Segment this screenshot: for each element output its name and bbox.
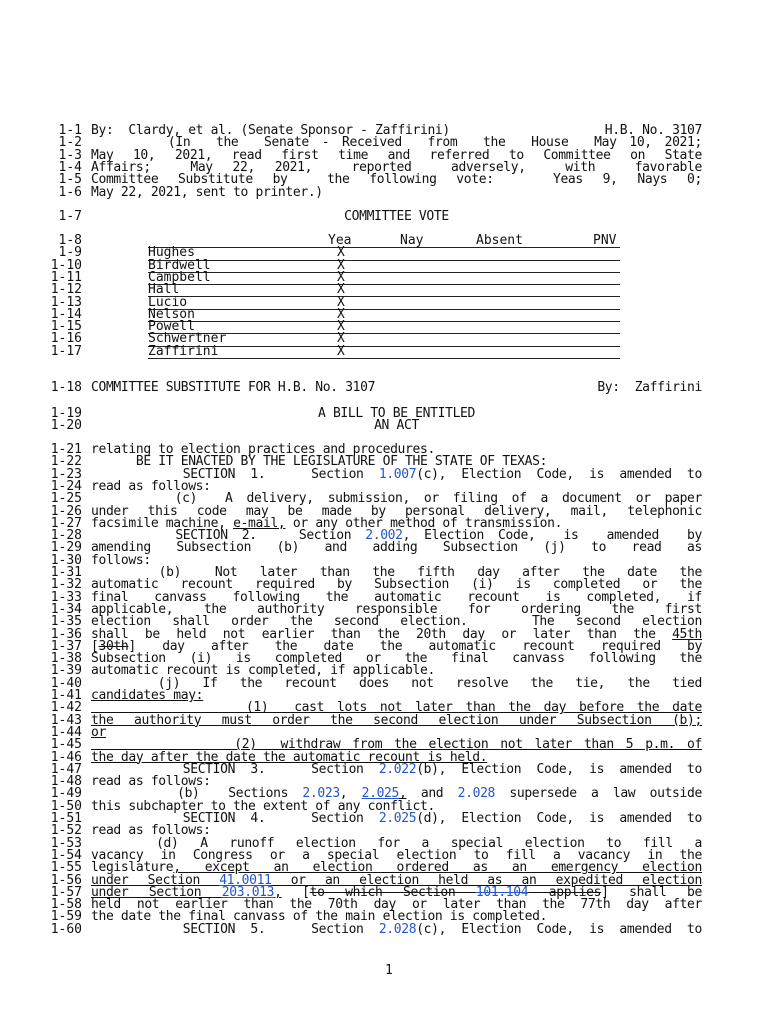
text-run: automatic recount is completed, if applicable.	[91, 663, 435, 679]
line-number: 1-28	[50, 528, 82, 544]
text-run: SECTION 5. Section	[91, 921, 379, 937]
text-run: facsimile machine,	[91, 515, 234, 531]
senator-name: Zaffirini	[148, 343, 219, 359]
page-number: 1	[385, 963, 393, 978]
text-run: By: Clardy, et al. (Senate Sponsor - Zaffirini)	[91, 123, 450, 138]
line-number: 1-1	[58, 123, 82, 138]
vote-table-header	[148, 235, 620, 248]
senator-name: Birdwell	[148, 257, 211, 273]
senator-name: Schwertner	[148, 331, 227, 347]
text-run: applicable, the authority responsible for ordering the first	[91, 601, 702, 617]
text-run: the date the final canvass of the main election is completed.	[91, 909, 548, 925]
line-number: 1-55	[50, 860, 82, 876]
line-number: 1-51	[50, 811, 82, 826]
text-run: ,	[399, 786, 407, 802]
yea-mark: X	[337, 294, 345, 310]
line-number: 1-46	[50, 749, 82, 765]
line-number: 1-33	[50, 589, 82, 605]
vote-row	[148, 269, 620, 285]
vote-row	[148, 343, 620, 359]
line-number: 1-5	[58, 172, 82, 188]
body-line	[91, 712, 702, 728]
line-number: 1-23	[50, 466, 82, 482]
line-number: 1-7	[58, 209, 82, 224]
text-run: applies	[528, 884, 602, 900]
text-run: 30th	[98, 638, 129, 654]
line-number: 1-11	[50, 269, 82, 285]
text-run: vacancy in Congress or a special election to fill a vacancy in the	[91, 847, 702, 863]
line-number: 1-59	[50, 909, 82, 925]
vote-row	[148, 257, 620, 273]
text-run: follows:	[91, 552, 151, 568]
text-run: (b) Sections	[91, 786, 303, 802]
senator-name: Hall	[148, 282, 180, 298]
line-number: 1-49	[50, 786, 82, 802]
vote-row	[148, 306, 620, 322]
line-number: 1-4	[58, 159, 82, 175]
text-run: read as follows:	[91, 774, 211, 790]
bill-number: H.B. No. 3107	[604, 123, 702, 138]
yea-mark: X	[337, 306, 345, 322]
committee-vote-title: COMMITTEE VOTE	[344, 209, 449, 224]
line-number: 1-40	[50, 675, 82, 691]
vote-column-header: Absent	[476, 233, 523, 248]
line-number: 1-25	[50, 491, 82, 507]
text-run: amending Subsection (b) and adding Subsection (j) to read as	[91, 540, 702, 556]
line-number: 1-12	[50, 282, 82, 298]
line-number: 1-43	[50, 712, 82, 728]
line-number: 1-6	[58, 184, 82, 200]
line-number: 1-26	[50, 503, 82, 519]
line-number: 1-2	[58, 135, 82, 151]
line-number: 1-52	[50, 823, 82, 839]
line-number: 1-44	[50, 724, 82, 740]
header-line: Committee Substitute by the following vote: Yeas 9, Nays 0;	[91, 172, 702, 188]
line-number: 1-56	[50, 872, 82, 888]
text-run: read as follows:	[91, 823, 211, 839]
text-run: (2) withdraw from the election not later than 5 p.m. of	[91, 737, 702, 753]
text-run: ,	[274, 884, 282, 900]
line-number: 1-22	[50, 454, 82, 470]
vote-row	[148, 284, 620, 297]
vote-column-header: Yea	[328, 233, 352, 248]
text-run: automatic recount required by Subsection (i) is completed or the	[91, 577, 702, 593]
text-run: SECTION 1. Section	[91, 466, 379, 482]
vote-row	[148, 247, 620, 260]
substitute-line	[91, 382, 702, 394]
senator-name: Campbell	[148, 269, 211, 285]
line-number: 1-16	[50, 331, 82, 347]
bill-title: A BILL TO BE ENTITLED	[317, 406, 475, 421]
line-number: 1-48	[50, 774, 82, 790]
text-run: (b), Election Code, is amended to	[416, 761, 702, 777]
line-number: 1-45	[50, 737, 82, 753]
header-line: May 10, 2021, read first time and referred to Committee on State	[91, 147, 702, 163]
text-run: (c), Election Code, is amended to	[416, 466, 702, 482]
text-run: or any other method of transmission.	[285, 515, 563, 531]
text-run: ] day after the date the automatic recount required by	[128, 638, 702, 654]
yea-mark: X	[337, 257, 345, 273]
line-number: 1-54	[50, 847, 82, 863]
line-number: 1-29	[50, 540, 82, 556]
line-number: 1-32	[50, 577, 82, 593]
header-line: (In the Senate - Received from the House May 10, 2021;	[91, 135, 702, 151]
line-number: 1-17	[50, 343, 82, 359]
text-run: or	[91, 724, 106, 740]
text-run: (d) A runoff election for a special election to fill a	[91, 835, 702, 851]
text-run: and	[406, 786, 458, 802]
line-number: 1-37	[50, 638, 82, 654]
text-run: [	[281, 884, 310, 900]
line-number: 1-57	[50, 884, 82, 900]
text-run: (b) Not later than the fifth day after the date the	[91, 565, 702, 580]
senator-name: Nelson	[148, 306, 195, 322]
body-line	[91, 542, 702, 554]
body-line	[91, 921, 702, 937]
vote-row	[148, 294, 620, 310]
text-run: [	[91, 638, 99, 654]
line-number: 1-60	[50, 921, 82, 937]
text-run: relating to election practices and procedures.	[91, 442, 435, 457]
text-run: , except an election ordered as an emergency election	[173, 860, 702, 876]
text-run: Subsection (i) is completed or the final canvass following the	[91, 651, 702, 667]
text-run: (c), Election Code, is amended to	[416, 921, 702, 937]
senator-name: Lucio	[148, 294, 188, 310]
text-run: legislature	[91, 860, 174, 876]
text-run: this subchapter to the extent of any conflict.	[91, 798, 435, 814]
text-run: to which Section	[309, 884, 476, 900]
line-number: 1-47	[50, 761, 82, 777]
yea-mark: X	[337, 282, 345, 298]
line-number: 1-30	[50, 552, 82, 568]
line-number: 1-9	[58, 245, 82, 261]
text-run: SECTION 4. Section	[91, 811, 379, 826]
text-run: under this code may be made by personal delivery, mail, telephonic	[91, 503, 702, 519]
line-number: 1-36	[50, 626, 82, 642]
yea-mark: X	[337, 269, 345, 285]
senator-name: Powell	[148, 319, 195, 335]
section-link[interactable]: 1.007	[378, 466, 417, 482]
vote-row	[148, 333, 620, 346]
text-run: the day after the date the automatic recount is held.	[91, 749, 488, 765]
line-number: 1-15	[50, 319, 82, 335]
line-number: 1-19	[50, 406, 82, 421]
substitute-sponsor: By: Zaffirini	[597, 380, 702, 395]
line-number: 1-10	[50, 257, 82, 273]
line-number: 1-24	[50, 478, 82, 494]
line-number: 1-27	[50, 515, 82, 531]
text-run: candidates may:	[91, 688, 204, 703]
vote-column-header: PNV	[593, 233, 617, 248]
text-run: read as follows:	[91, 478, 211, 494]
line-number: 1-39	[50, 663, 82, 679]
text-run: e-mail,	[233, 515, 286, 531]
text-run: held not earlier than the 70th day or later than the 77th day after	[91, 897, 702, 913]
text-run: SECTION 3. Section	[91, 761, 379, 777]
line-number: 1-58	[50, 897, 82, 913]
section-link[interactable]: 2.025	[378, 811, 417, 826]
text-run: COMMITTEE SUBSTITUTE FOR H.B. No. 3107	[91, 380, 376, 395]
section-link[interactable]: 2.025	[361, 786, 400, 802]
section-link[interactable]: 2.028	[378, 921, 417, 937]
line-number: 1-53	[50, 835, 82, 851]
line-number: 1-13	[50, 294, 82, 310]
yea-mark: X	[337, 331, 345, 347]
senator-name: Hughes	[148, 245, 195, 261]
yea-mark: X	[337, 319, 345, 335]
text-run: (c) A delivery, submission, or filing of a document or paper	[91, 491, 702, 507]
text-run: election shall order the second election. The second election	[91, 614, 702, 630]
text-run: ] shall be	[601, 884, 702, 900]
text-run: (1) cast lots not later than the day before the date	[91, 700, 702, 716]
text-run: the authority must order the second election under Subsection (b);	[91, 712, 702, 728]
line-number: 1-20	[50, 418, 82, 434]
text-run: supersede a law outside	[495, 786, 702, 802]
text-run: final canvass following the automatic recount is completed, if	[91, 589, 702, 605]
text-run: , Election Code, is amended by	[402, 528, 703, 544]
line-number: 1-42	[50, 700, 82, 716]
line-number: 1-8	[58, 233, 82, 248]
section-link[interactable]: 41.0011	[219, 872, 272, 888]
section-link[interactable]: 203.013	[221, 884, 275, 900]
line-number: 1-21	[50, 442, 82, 457]
section-link[interactable]: 2.028	[457, 786, 496, 802]
section-link[interactable]: 101.104	[475, 884, 529, 900]
text-run: (j) If the recount does not resolve the tie, the tied	[91, 675, 702, 691]
line-number: 1-50	[50, 798, 82, 814]
line-number: 1-18	[50, 380, 82, 395]
section-link[interactable]: 2.002	[365, 528, 403, 544]
line-number: 1-35	[50, 614, 82, 630]
header-line: Affairs; May 22, 2021, reported adversely, with favorable	[91, 159, 702, 175]
text-run: (d), Election Code, is amended to	[416, 811, 702, 826]
yea-mark: X	[337, 343, 345, 359]
section-link[interactable]: 2.022	[378, 761, 417, 777]
text-run: BE IT ENACTED BY THE LEGISLATURE OF THE STATE OF TEXAS:	[91, 454, 548, 470]
text-run: shall be held not earlier than the 20th day or later than the	[91, 626, 673, 642]
text-run: SECTION 2. Section	[91, 528, 366, 544]
line-number: 1-31	[50, 565, 82, 580]
text-run: under Section	[91, 872, 220, 888]
section-link[interactable]: 2.023	[302, 786, 340, 802]
text-run: 45th	[672, 626, 702, 642]
header-line: May 22, 2021, sent to printer.)	[91, 184, 323, 200]
yea-mark: X	[337, 245, 345, 261]
line-number: 1-3	[58, 147, 82, 163]
text-run: ,	[339, 786, 362, 802]
bill-title: AN ACT	[374, 418, 419, 434]
line-number: 1-38	[50, 651, 82, 667]
text-run: under Section	[91, 884, 222, 900]
line-number: 1-14	[50, 306, 82, 322]
line-number: 1-41	[50, 688, 82, 703]
vote-column-header: Nay	[400, 233, 424, 248]
line-number: 1-34	[50, 601, 82, 617]
text-run: or an election held as an expedited election	[271, 872, 702, 888]
